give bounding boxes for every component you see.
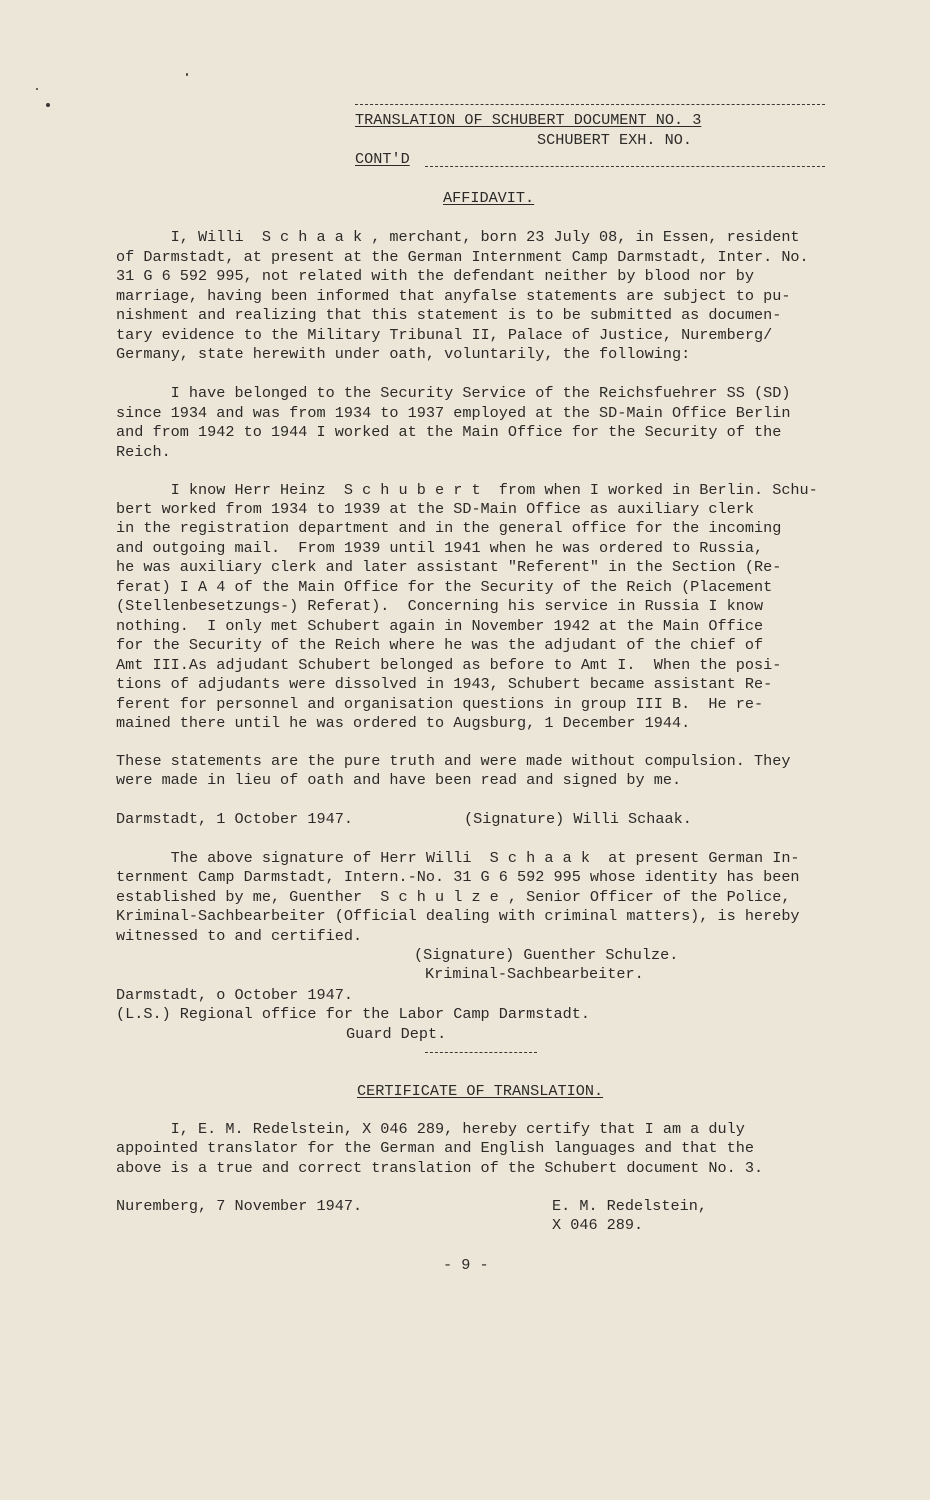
certificate-line: above is a true and correct translation of the Schubert document No. 3. bbox=[116, 1159, 764, 1177]
paragraph-line: were made in lieu of oath and have been read and signed by me. bbox=[116, 771, 682, 789]
paragraph-line: for the Security of the Reich where he was the adjudant of the chief of bbox=[116, 636, 764, 654]
paper-speck bbox=[186, 73, 188, 76]
certificate-place-date: Nuremberg, 7 November 1947. bbox=[116, 1197, 363, 1215]
header-exhibit: SCHUBERT EXH. NO. bbox=[537, 131, 692, 149]
paragraph-line: and outgoing mail. From 1939 until 1941 when he was ordered to Russia, bbox=[116, 539, 764, 557]
paragraph-line: These statements are the pure truth and were made without compulsion. They bbox=[116, 752, 791, 770]
paragraph-line: Kriminal-Sachbearbeiter (Official dealing with criminal matters), is hereby bbox=[116, 907, 800, 925]
paragraph-line: tions of adjudants were dissolved in 1943, Schubert became assistant Re- bbox=[116, 675, 773, 693]
page-number: - 9 - bbox=[443, 1256, 489, 1274]
paragraph-line: mained there until he was ordered to Augsburg, 1 December 1944. bbox=[116, 714, 691, 732]
paragraph-line: ternment Camp Darmstadt, Intern.-No. 31 G 6 592 995 whose identity has been bbox=[116, 868, 800, 886]
paragraph-line: I, Willi S c h a a k , merchant, born 23 July 08, in Essen, resident bbox=[116, 228, 800, 246]
paper-speck bbox=[46, 103, 50, 107]
paragraph-line: nishment and realizing that this statement is to be submitted as documen- bbox=[116, 306, 782, 324]
paragraph-line: bert worked from 1934 to 1939 at the SD-Main Office as auxiliary clerk bbox=[116, 500, 754, 518]
paragraph-line: 31 G 6 592 995, not related with the defendant neither by blood nor by bbox=[116, 267, 754, 285]
signature-schulze: (Signature) Guenther Schulze. bbox=[414, 946, 679, 964]
paragraph-line: I have belonged to the Security Service of the Reichsfuehrer SS (SD) bbox=[116, 384, 791, 402]
certificate-title: CERTIFICATE OF TRANSLATION. bbox=[357, 1082, 604, 1100]
header-top-rule bbox=[355, 104, 825, 105]
paragraph-line: in the registration department and in the general office for the incoming bbox=[116, 519, 782, 537]
paragraph-line: ferat) I A 4 of the Main Office for the Security of the Reich (Placement bbox=[116, 578, 773, 596]
paragraph-line: marriage, having been informed that anyfalse statements are subject to pu- bbox=[116, 287, 791, 305]
paragraph-line: Germany, state herewith under oath, voluntarily, the following: bbox=[116, 345, 691, 363]
paragraph-line: I know Herr Heinz S c h u b e r t from when I worked in Berlin. Schu- bbox=[116, 481, 818, 499]
paragraph-line: Amt III.As adjudant Schubert belonged as before to Amt I. When the posi- bbox=[116, 656, 782, 674]
translator-id: X 046 289. bbox=[552, 1216, 644, 1234]
stamp-dept: Guard Dept. bbox=[346, 1025, 447, 1043]
paragraph-line: witnessed to and certified. bbox=[116, 927, 363, 945]
paragraph-line: established by me, Guenther S c h u l z e , Senior Officer of the Police, bbox=[116, 888, 791, 906]
paragraph-line: of Darmstadt, at present at the German Internment Camp Darmstadt, Inter. No. bbox=[116, 248, 809, 266]
translator-name: E. M. Redelstein, bbox=[552, 1197, 707, 1215]
stamp-place-date: Darmstadt, o October 1947. bbox=[116, 986, 353, 1004]
certificate-line: I, E. M. Redelstein, X 046 289, hereby certify that I am a duly bbox=[116, 1120, 745, 1138]
paragraph-line: and from 1942 to 1944 I worked at the Main Office for the Security of the bbox=[116, 423, 782, 441]
stamp-office: (L.S.) Regional office for the Labor Camp Darmstadt. bbox=[116, 1005, 590, 1023]
header-contd-rule bbox=[425, 166, 825, 167]
certificate-line: appointed translator for the German and English languages and that the bbox=[116, 1139, 754, 1157]
separator-rule bbox=[425, 1052, 537, 1053]
paragraph-line: nothing. I only met Schubert again in November 1942 at the Main Office bbox=[116, 617, 764, 635]
paragraph-line: ferent for personnel and organisation questions in group III B. He re- bbox=[116, 695, 764, 713]
signature-schaak: (Signature) Willi Schaak. bbox=[464, 810, 692, 828]
header-contd: CONT'D bbox=[355, 150, 410, 168]
paragraph-line: tary evidence to the Military Tribunal II, Palace of Justice, Nuremberg/ bbox=[116, 326, 773, 344]
affidavit-title: AFFIDAVIT. bbox=[443, 189, 535, 207]
paragraph-line: (Stellenbesetzungs-) Referat). Concerning his service in Russia I know bbox=[116, 597, 764, 615]
paragraph-line: The above signature of Herr Willi S c h a a k at present German In- bbox=[116, 849, 800, 867]
paragraph-line: since 1934 and was from 1934 to 1937 employed at the SD-Main Office Berlin bbox=[116, 404, 791, 422]
header-title: TRANSLATION OF SCHUBERT DOCUMENT NO. 3 bbox=[355, 111, 702, 129]
signature-schulze-title: Kriminal-Sachbearbeiter. bbox=[425, 965, 644, 983]
paragraph-line: he was auxiliary clerk and later assistant "Referent" in the Section (Re- bbox=[116, 558, 782, 576]
paragraph-line: Reich. bbox=[116, 443, 171, 461]
paper-speck bbox=[36, 88, 38, 90]
signature-place-date: Darmstadt, 1 October 1947. bbox=[116, 810, 353, 828]
